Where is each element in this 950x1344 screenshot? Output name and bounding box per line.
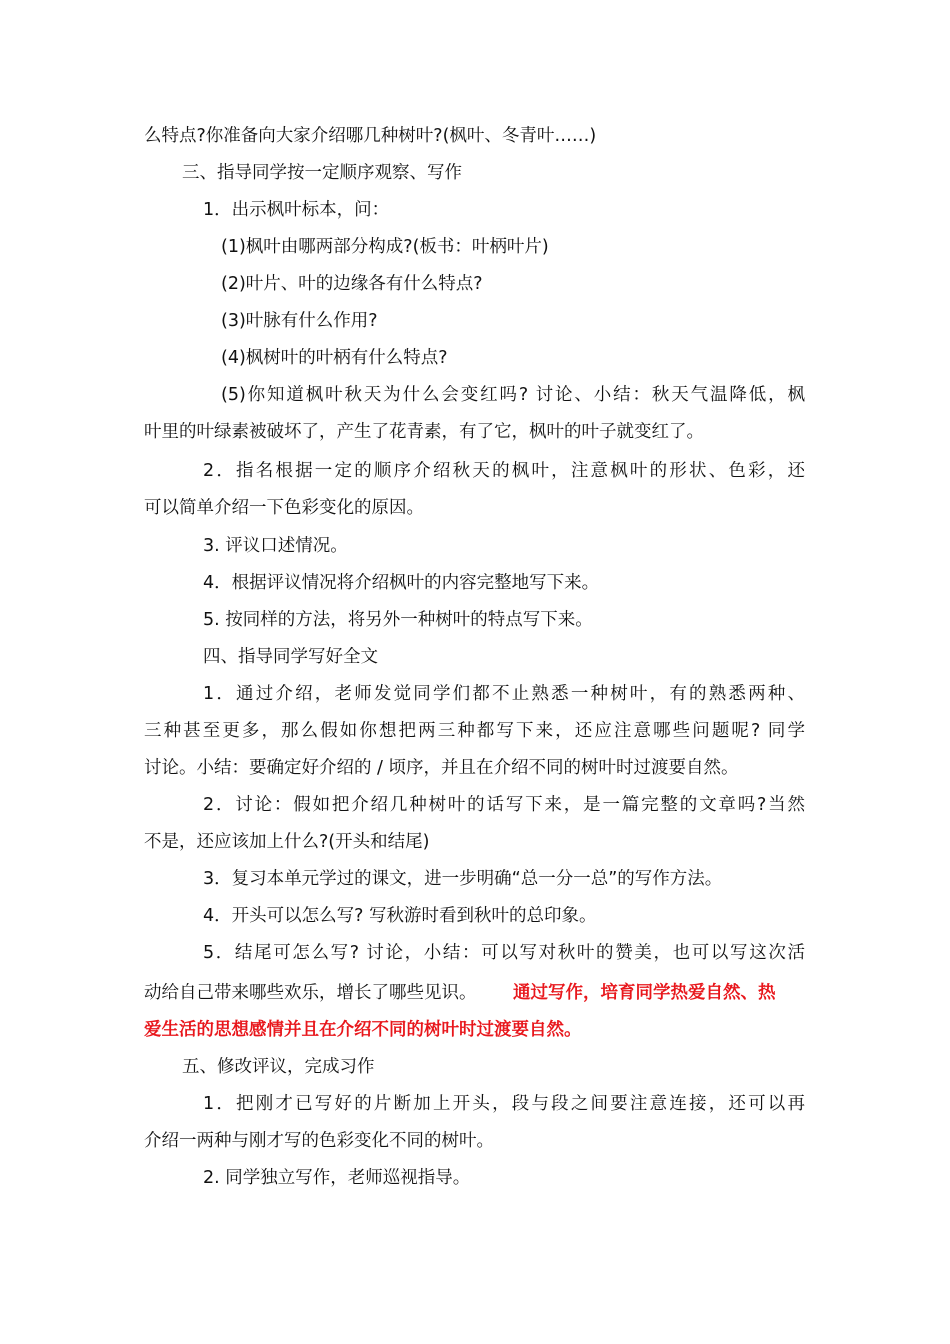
text-line-18: 讨论。小结：要确定好介绍的 / 顷序，并且在介绍不同的树叶时过渡要自然。 [144, 758, 739, 778]
text-line-1: 么特点?你准备向大家介绍哪几种树叶?(枫叶、冬青叶……) [144, 126, 597, 146]
text-line-11: 可以简单介绍一下色彩变化的原因。 [144, 498, 424, 518]
text-line-21: 3．复习本单元学过的课文，进一步明确“总一分一总”的写作方法。 [203, 869, 723, 889]
section-heading-3: 三、指导同学按一定顺序观察、写作 [182, 163, 462, 183]
section-heading-4: 四、指导同学写好全文 [203, 647, 378, 667]
section-heading-5: 五、修改评议，完成习作 [182, 1057, 375, 1077]
text-line-22: 4．开头可以怎么写? 写秋游时看到秋叶的总印象。 [203, 906, 597, 926]
text-line-14: 5. 按同样的方法，将另外一种树叶的特点写下来。 [203, 610, 593, 630]
text-line-3: 1．出示枫叶标本，问： [203, 200, 390, 220]
text-line-5: (2)叶片、叶的边缘各有什么特点? [221, 274, 483, 294]
text-line-16: 1．通过介绍，老师发觉同学们都不止熟悉一种树叶，有的熟悉两种、 [203, 684, 805, 704]
text-line-28: 1．把刚才已写好的片断加上开头，段与段之间要注意连接，还可以再 [203, 1094, 805, 1114]
text-line-17: 三种甚至更多，那么假如你想把两三种都写下来，还应注意哪些问题呢? 同学 [144, 721, 805, 741]
text-line-13: 4．根据评议情况将介绍枫叶的内容完整地写下来。 [203, 573, 600, 593]
text-line-20: 不是，还应该加上什么?(开头和结尾) [144, 832, 430, 852]
highlighted-text-1: 通过写作，培育同学热爱自然、热 [513, 983, 776, 1003]
text-line-9: 叶里的叶绿素被破坏了，产生了花青素，有了它，枫叶的叶子就变红了。 [144, 422, 704, 442]
text-line-19: 2．讨论：假如把介绍几种树叶的话写下来，是一篇完整的文章吗?当然 [203, 795, 805, 815]
text-line-4: (1)枫叶由哪两部分构成?(板书：叶柄叶片) [221, 237, 549, 257]
text-line-30: 2. 同学独立写作，老师巡视指导。 [203, 1168, 471, 1188]
text-line-8: (5)你知道枫叶秋天为什么会变红吗? 讨论、小结：秋天气温降低，枫 [221, 385, 805, 405]
text-line-7: (4)枫树叶的叶柄有什么特点? [221, 348, 448, 368]
text-line-29: 介绍一两种与刚才写的色彩变化不同的树叶。 [144, 1131, 494, 1151]
text-line-6: (3)叶脉有什么作用? [221, 311, 378, 331]
text-line-23: 5．结尾可怎么写? 讨论，小结：可以写对秋叶的赞美，也可以写这次活 [203, 943, 805, 963]
text-line-10: 2．指名根据一定的顺序介绍秋天的枫叶，注意枫叶的形状、色彩，还 [203, 461, 805, 481]
text-line-24: 动给自己带来哪些欢乐，增长了哪些见识。 [144, 983, 477, 1003]
text-line-12: 3. 评议口述情况。 [203, 536, 348, 556]
highlighted-text-2: 爱生活的思想感情并且在介绍不同的树叶时过渡要自然。 [144, 1020, 582, 1040]
